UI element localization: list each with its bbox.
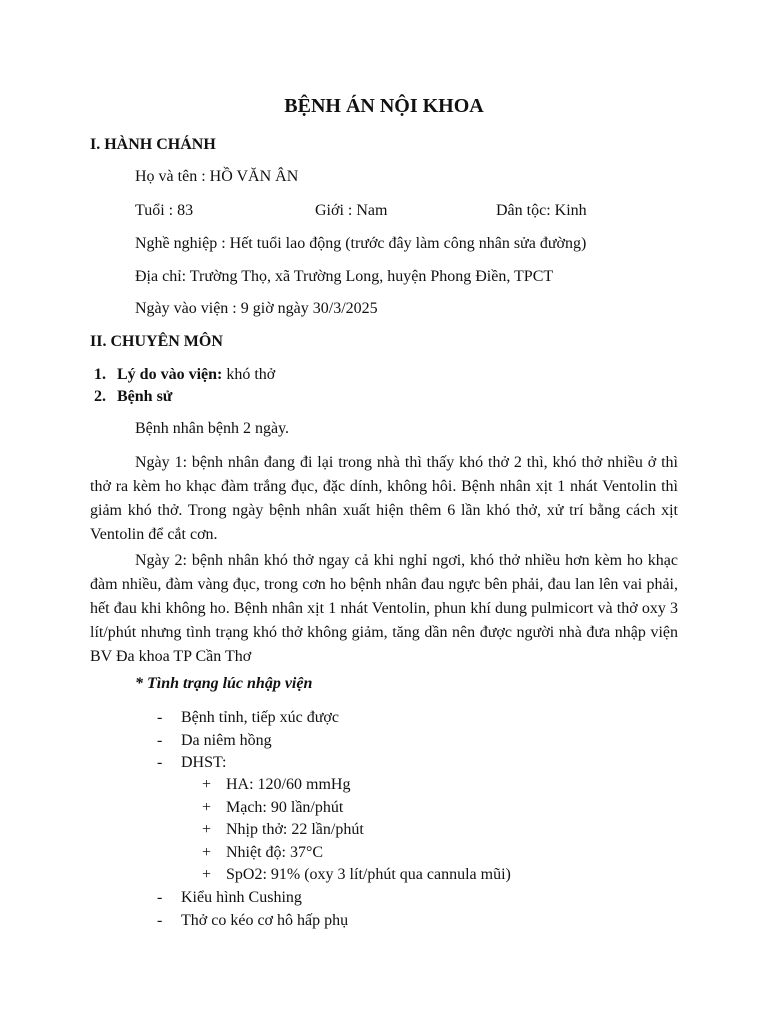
list-item-text: Thở co kéo cơ hô hấp phụ [181,912,349,929]
numbered-item-reason [94,365,275,384]
dash-marker: - [157,732,163,749]
dash-marker: - [157,709,163,726]
list-item-text: Da niêm hồng [181,732,272,749]
item-label: Bệnh sử [117,388,173,405]
admission-status-subheading: * Tình trạng lúc nhập viện [135,675,313,692]
numbered-item-history [94,387,172,406]
patient-name: Họ và tên : HỒ VĂN ÂN [135,168,299,185]
vital-item [202,865,511,884]
item-number: 2. [94,388,106,405]
vital-text: HA: 120/60 mmHg [226,776,351,793]
list-item [157,708,339,727]
dash-marker: - [157,754,163,771]
vital-text: Nhịp thở: 22 lần/phút [226,821,364,838]
patient-gender: Giới : Nam [315,202,388,219]
vital-text: SpO2: 91% (oxy 3 lít/phút qua cannula mũi) [226,866,511,883]
patient-ethnicity: Dân tộc: Kinh [496,202,587,219]
patient-occupation: Nghề nghiệp : Hết tuổi lao động (trước đây làm công nhân sửa đường) [135,235,587,252]
list-item [157,731,272,750]
history-intro: Bệnh nhân bệnh 2 ngày. [135,420,290,437]
history-day2-paragraph: Ngày 2: bệnh nhân khó thở ngay cả khi nghỉ ngơi, khó thở nhiều hơn kèm ho khạc đàm nhiều, đàm vàng đục, trong cơn ho bệnh nhân đau ngực bên phải, đau lan lên vai phải, hết đau khi không ho. Bệnh nhân xịt 1 nhát Ventolin, phun khí dung pulmicort và thở oxy 3 lít/phút nhưng tình trạng khó thở không giảm, tăng dần nên được người nhà đưa nhập viện BV Đa khoa TP Cần Thơ [90,552,678,665]
vital-item [202,820,364,839]
list-item-text: Kiểu hình Cushing [181,889,302,906]
plus-marker: + [202,866,212,883]
section-heading-professional: II. CHUYÊN MÔN [90,333,223,350]
admission-date: Ngày vào viện : 9 giờ ngày 30/3/2025 [135,300,378,317]
vital-item [202,843,323,862]
plus-marker: + [202,821,212,838]
list-item [157,753,226,772]
plus-marker: + [202,799,212,816]
dash-marker: - [157,889,163,906]
document-title: BỆNH ÁN NỘI KHOA [284,95,484,117]
vital-text: Mạch: 90 lần/phút [226,799,344,816]
list-item [157,911,348,930]
item-number: 1. [94,366,106,383]
item-label: Lý do vào viện: [117,366,223,383]
list-item-text: Bệnh tỉnh, tiếp xúc được [181,709,339,726]
patient-age: Tuổi : 83 [135,202,194,219]
list-item-text: DHST: [181,754,227,771]
item-value: khó thở [222,366,276,383]
vital-item [202,775,350,794]
plus-marker: + [202,776,212,793]
dash-marker: - [157,912,163,929]
list-item [157,888,302,907]
vital-item [202,798,343,817]
patient-address: Địa chỉ: Trường Thọ, xã Trường Long, huyện Phong Điền, TPCT [135,268,554,285]
section-heading-administrative: I. HÀNH CHÁNH [90,136,216,153]
plus-marker: + [202,844,212,861]
vital-text: Nhiệt độ: 37°C [226,844,324,861]
history-day1-paragraph: Ngày 1: bệnh nhân đang đi lại trong nhà thì thấy khó thở 2 thì, khó thở nhiều ở thì thở ra kèm ho khạc đàm trắng đục, đặc dính, không hôi. Bệnh nhân xịt 1 nhát Ventolin thì giảm khó thở. Trong ngày bệnh nhân xuất hiện thêm 6 lần khó thở, xử trí bằng cách xịt Ventolin để cắt cơn. [90,454,678,543]
